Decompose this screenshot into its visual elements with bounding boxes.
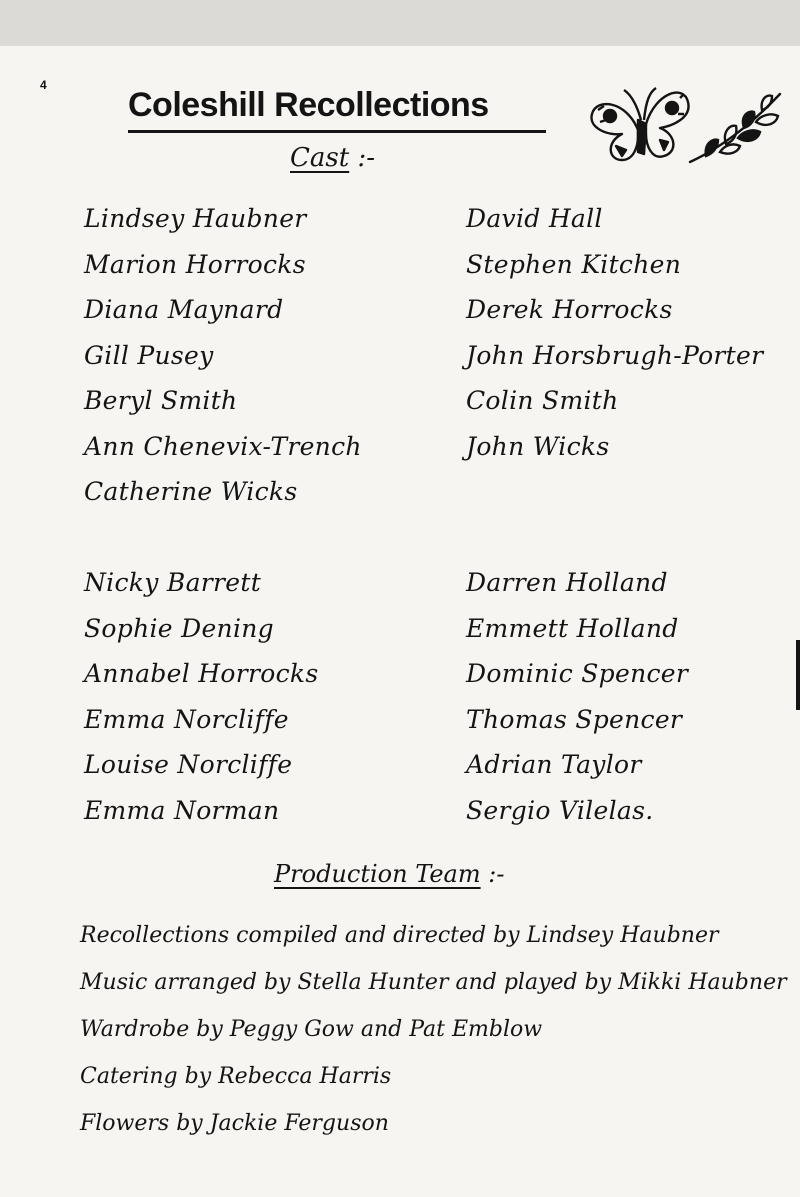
- cast-member: David Hall: [466, 204, 603, 233]
- cast-member: Dominic Spencer: [466, 659, 689, 688]
- cast-member: Emma Norman: [84, 795, 280, 825]
- title-underline: [128, 130, 546, 133]
- cast-member: Darren Holland: [466, 568, 668, 597]
- cast-member: Gill Pusey: [84, 340, 214, 370]
- cast-member: John Wicks: [466, 431, 610, 461]
- cast-heading-text: Cast: [290, 143, 350, 173]
- production-credit: Flowers by Jackie Ferguson: [80, 1111, 389, 1136]
- cast-member: Colin Smith: [466, 386, 619, 415]
- production-credit: Recollections compiled and directed by Lindsey Haubner: [80, 923, 719, 948]
- header-decoration: [586, 80, 786, 172]
- cast-adults-right-list: [466, 196, 763, 469]
- production-credit: Catering by Rebecca Harris: [80, 1064, 392, 1089]
- production-heading-text: Production Team: [274, 860, 481, 888]
- production-heading: [274, 860, 504, 888]
- cast-member: Beryl Smith: [84, 386, 238, 415]
- scan-edge-mark: [796, 640, 800, 710]
- cast-adults-left-list: [84, 196, 362, 515]
- page-title: Coleshill Recollections: [128, 86, 489, 124]
- production-credits-list: [80, 912, 787, 1147]
- cast-member: Annabel Horrocks: [84, 659, 319, 688]
- cast-member: Marion Horrocks: [84, 249, 306, 279]
- cast-member: Emma Norcliffe: [84, 704, 289, 734]
- cast-member: Sergio Vilelas.: [466, 795, 654, 825]
- cast-heading-suffix: :-: [357, 143, 375, 173]
- cast-member: Emmett Holland: [466, 613, 679, 643]
- cast-member: Thomas Spencer: [466, 704, 683, 734]
- cast-member: Ann Chenevix-Trench: [84, 431, 362, 461]
- cast-member: Nicky Barrett: [84, 568, 262, 597]
- cast-member: Catherine Wicks: [84, 477, 298, 506]
- leafy-sprig-icon: [690, 94, 780, 162]
- production-credit: Music arranged by Stella Hunter and played by Mikki Haubner: [80, 970, 787, 995]
- page-number: 4: [40, 78, 47, 92]
- production-credit: Wardrobe by Peggy Gow and Pat Emblow: [80, 1017, 543, 1042]
- cast-member: Sophie Dening: [84, 613, 274, 643]
- cast-member: John Horsbrugh-Porter: [466, 340, 764, 370]
- cast-children-right-list: [466, 560, 688, 833]
- cast-children-left-list: [84, 560, 319, 833]
- cast-member: Lindsey Haubner: [84, 204, 307, 233]
- cast-member: Diana Maynard: [84, 295, 284, 324]
- cast-member: Adrian Taylor: [466, 750, 642, 779]
- scan-top-margin: [0, 0, 800, 46]
- cast-heading: [290, 143, 375, 173]
- cast-member: Louise Norcliffe: [84, 750, 293, 779]
- cast-member: Derek Horrocks: [466, 295, 673, 324]
- butterfly-icon: [591, 88, 688, 160]
- cast-member: Stephen Kitchen: [466, 249, 682, 279]
- production-heading-suffix: :-: [488, 860, 505, 888]
